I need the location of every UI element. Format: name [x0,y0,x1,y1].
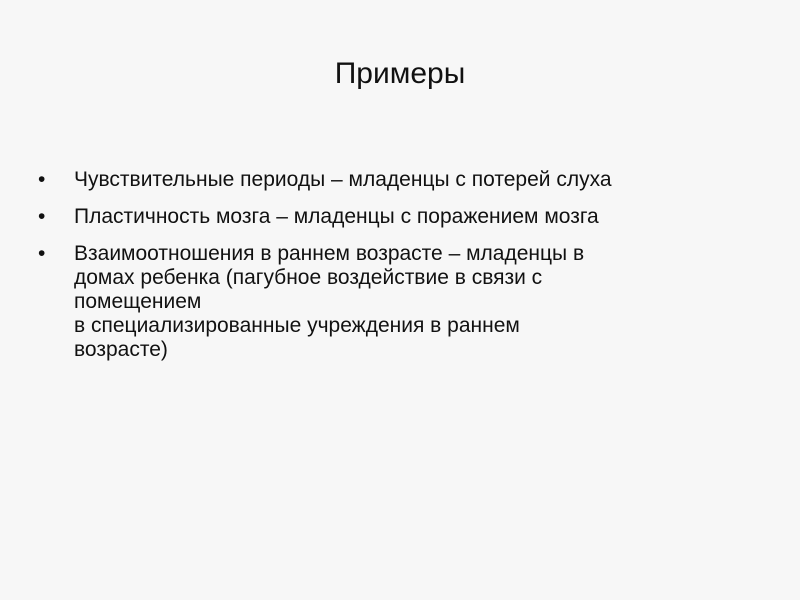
bullet-line: Пластичность мозга – младенцы с поражением мозга [74,205,599,228]
bullet-list [38,168,738,375]
bullet-line: возрасте) [74,338,168,361]
bullet-item [38,242,738,362]
bullet-item [38,205,738,229]
bullet-line: в специализированные учреждения в раннем [74,314,520,337]
bullet-dot: • [38,168,46,191]
bullet-line: домах ребенка (пагубное воздействие в связи с [74,266,543,289]
bullet-item [38,168,738,192]
bullet-line: Чувствительные периоды – младенцы с потерей слуха [74,168,612,191]
bullet-line: помещением [74,290,202,313]
bullet-line: Взаимоотношения в раннем возрасте – младенцы в [74,242,585,265]
bullet-dot: • [38,242,46,265]
bullet-dot: • [38,205,46,228]
slide-title: Примеры [334,57,466,90]
